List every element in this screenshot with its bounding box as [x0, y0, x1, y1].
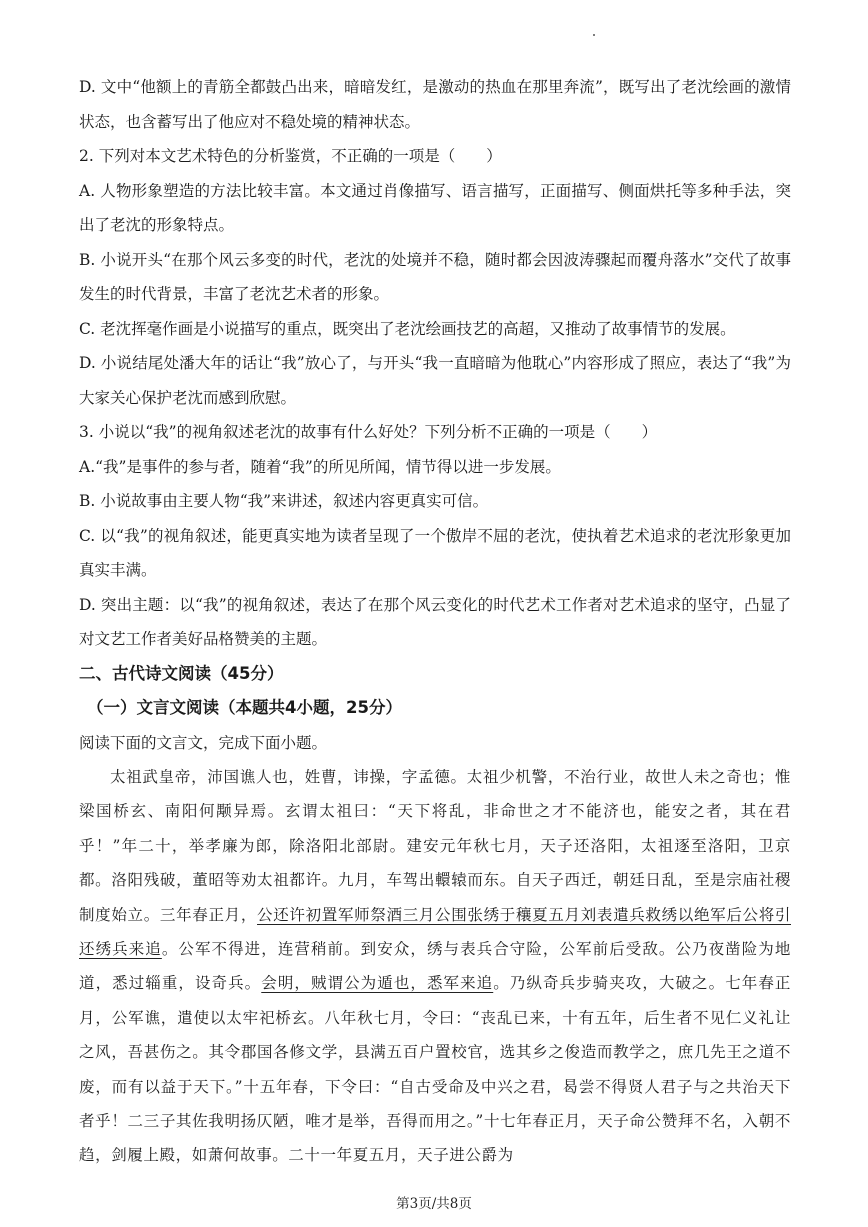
- section-heading: 二、古代诗文阅读（45分）: [79, 663, 284, 683]
- passage-text-3: 。乃纵奇兵步骑夹攻，大破之。七年春正月，公军谯，遣使以太牢祀桥玄。八年秋七月，令曰：“丧乱已来，十有五年，后生者不见仁义礼让之风，吾甚伤之。其令郡国各修文学，县满五百户置校官，选其乡之俊造而教学之，庶几先王之道不废，而有以益于天下。”十五年春，下令曰：“自古受命及中兴之君，曷尝不得贤人君子与之共治天下者乎！二三子其佐我明扬仄陋，唯才是举，吾得而用之。”十七年春正月，天子命公赞拜不名，入朝不趋，剑履上殿，如萧何故事。二十一年夏五月，天子进公爵为: [79, 974, 791, 1165]
- option-d-q2: D. 小说结尾处潘大年的话让“我”放心了，与开头“我一直暗暗为他耽心”内容形成了照应，表达了“我”为大家关心保护老沈而感到欣慰。: [79, 354, 791, 407]
- option-d-q3: D. 突出主题：以“我”的视角叙述，表达了在那个风云变化的时代艺术工作者对艺术追求的坚守，凸显了对文艺工作者美好品格赞美的主题。: [79, 595, 791, 648]
- subsection-heading: （一）文言文阅读（本题共4小题，25分）: [87, 698, 402, 717]
- option-b-q2: B. 小说开头“在那个风云多变的时代，老沈的处境并不稳，随时都会因波涛骤起而覆舟落水”交代了故事发生的时代背景，丰富了老沈艺术者的形象。: [79, 250, 791, 303]
- underlined-sentence-2: 会明，贼谓公为遁也，悉军来追: [261, 974, 494, 993]
- option-a-q2: A. 人物形象塑造的方法比较丰富。本文通过肖像描写、语言描写，正面描写、侧面烘托等多种手法，突出了老沈的形象特点。: [79, 181, 791, 234]
- question-3: 3. 小说以“我”的视角叙述老沈的故事有什么好处？下列分析不正确的一项是（ ）: [79, 423, 658, 441]
- option-b-q3: B. 小说故事由主要人物“我”来讲述，叙述内容更真实可信。: [79, 492, 489, 510]
- option-c-q2: C. 老沈挥毫作画是小说描写的重点，既突出了老沈绘画技艺的高超，又推动了故事情节的发展。: [79, 319, 736, 338]
- passage-text-1: 太祖武皇帝，沛国谯人也，姓曹，讳操，字孟德。太祖少机警，不治行业，故世人未之奇也；惟梁国桥玄、南阳何颙异焉。玄谓太祖曰：“天下将乱，非命世之才不能济也，能安之者，其在君乎！”年二十，举孝廉为郎，除洛阳北部尉。建安元年秋七月，天子还洛阳，太祖逐至洛阳，卫京都。洛阳残破，董昭等劝太祖都许。九月，车驾出轘辕而东。自天子西迁，朝廷日乱，至是宗庙社稷制度始立。三年春正月，: [79, 768, 791, 924]
- reading-instruction: 阅读下面的文言文，完成下面小题。: [79, 733, 328, 752]
- speck-mark: [593, 34, 595, 36]
- option-c-q3: C. 以“我”的视角叙述，能更真实地为读者呈现了一个傲岸不屈的老沈，使执着艺术追求的老沈形象更加真实丰满。: [79, 526, 791, 579]
- option-a-q3: A.“我”是事件的参与者，随着“我”的所见所闻，情节得以进一步发展。: [79, 457, 561, 476]
- page-content: [79, 70, 791, 1173]
- option-d-q1: D. 文中“他额上的青筋全都鼓凸出来，暗暗发红，是激动的热血在那里奔流”，既写出了老沈绘画的激情状态，也含蓄写出了他应对不稳处境的精神状态。: [79, 78, 791, 131]
- page-footer: 第3页/共8页: [396, 1196, 472, 1212]
- underlined-sentence-1: 公还许初置军师祭酒三月公围张绣于穰夏五月刘表遣兵救绣以绝军后公将引还绣兵来追: [79, 905, 791, 959]
- passage-text-2: 。公军不得进，连营稍前。到安众，绣与表兵合守险，公军前后受敌。公乃夜凿险为地道，悉过辎重，设奇兵。: [79, 940, 791, 993]
- classical-passage: [79, 760, 791, 1173]
- question-2: 2. 下列对本文艺术特色的分析鉴赏，不正确的一项是（ ）: [79, 147, 502, 165]
